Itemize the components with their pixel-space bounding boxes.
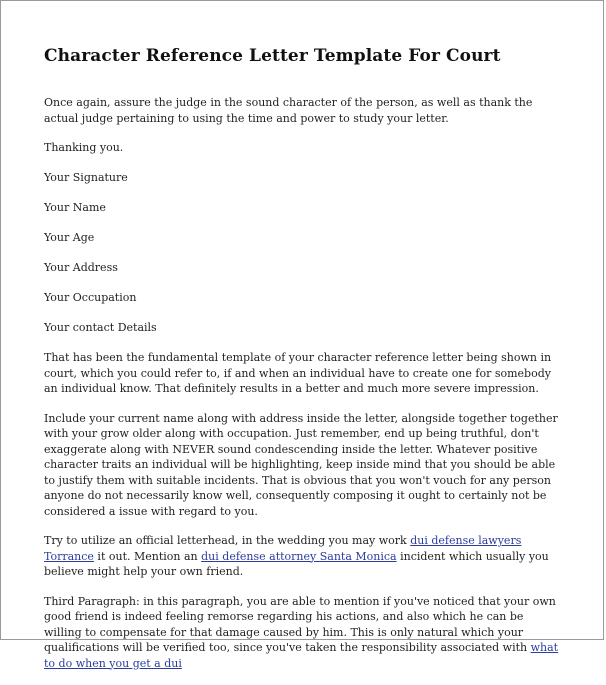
letterhead-text-2: it out. Mention an xyxy=(93,549,202,563)
third-paragraph xyxy=(44,594,564,672)
third-paragraph-text: Third Paragraph: in this paragraph, you are able to mention if you've noticed that your own good friend is indeed feeling remorse regarding his actions, and also which he can be willing to compensate for that damage caused by him. This is only natural which your qualifications will be verified too, since you've taken the responsibility associated with xyxy=(44,594,556,654)
dui-defense-attorney-santa-monica-link[interactable]: dui defense attorney Santa Monica xyxy=(201,549,397,563)
contact-details-line: Your contact Details xyxy=(44,321,157,334)
what-to-do-dui-link[interactable]: what to do when you get a dui xyxy=(44,641,559,670)
letterhead-text-3: incident which usually you believe might help your own friend. xyxy=(44,549,549,578)
occupation-line: Your Occupation xyxy=(44,291,137,304)
dui-defense-lawyers-torrance-link[interactable]: dui defense lawyers Torrance xyxy=(44,534,522,563)
name-line: Your Name xyxy=(44,201,106,214)
letterhead-paragraph xyxy=(44,533,564,580)
address-line: Your Address xyxy=(44,261,118,274)
document-body xyxy=(44,46,564,685)
document-title: Character Reference Letter Template For Court xyxy=(44,46,501,66)
include-paragraph: Include your current name along with address inside the letter, alongside together together with your grow older along with occupation. Just remember, end up being truthful, don't exaggerate along with NEVER sound condescending inside the letter. Whatever positive character traits an individual will be highlighting, keep inside mind that you should be able to justify them with suitable incidents. That is obvious that you won't vouch for any person anyone do not necessarily know well, consequently composing it ought to certainly not be considered a issue with regard to you. xyxy=(44,411,558,518)
letterhead-text-1: Try to utilize an official letterhead, in the wedding you may work xyxy=(44,534,411,547)
template-paragraph: That has been the fundamental template of your character reference letter being shown in court, which you could refer to, if and when an individual have to create one for somebody an individual know. That definitely results in a better and much more severe impression. xyxy=(44,351,552,395)
age-line: Your Age xyxy=(44,231,95,244)
signature-line: Your Signature xyxy=(44,171,128,184)
intro-paragraph: Once again, assure the judge in the sound character of the person, as well as thank the actual judge pertaining to using the time and power to study your letter. xyxy=(44,96,533,125)
closing-line: Thanking you. xyxy=(44,141,124,154)
